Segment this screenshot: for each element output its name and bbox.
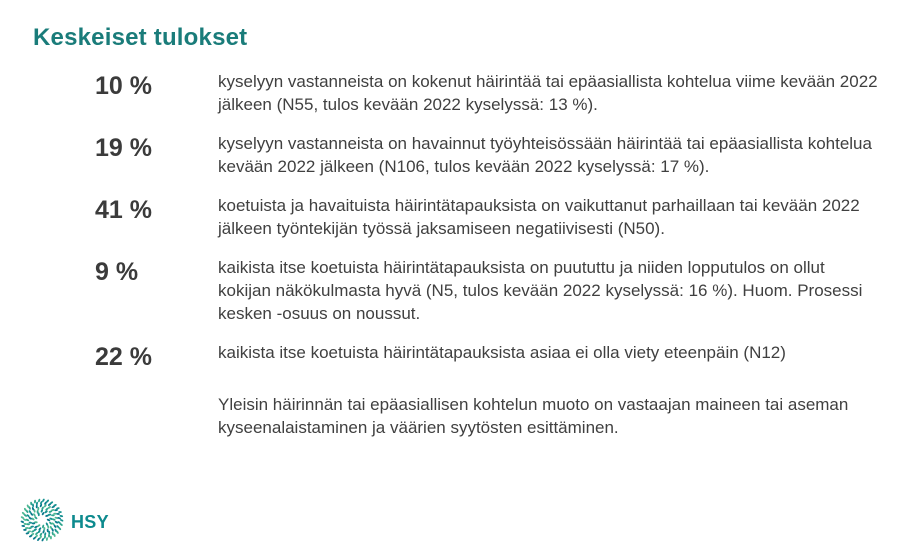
stat-percent: 9 % — [95, 258, 139, 286]
stat-row — [95, 70, 885, 116]
summary-text: Yleisin häirinnän tai epäasiallisen kohtelun muoto on vastaajan maineen tai aseman kyseenalaistaminen ja väärien syytösten esittäminen. — [218, 395, 849, 437]
stat-text: kyselyyn vastanneista on havainnut työyhteisössään häirintää tai epäasiallista kohtelua kevään 2022 jälkeen (N106, tulos kevään 2022 kyselyssä: 17 %). — [218, 134, 872, 176]
stat-percent: 22 % — [95, 343, 152, 371]
stat-text: kaikista itse koetuista häirintätapauksista asiaa ei olla viety eteenpäin (N12) — [218, 343, 786, 362]
stat-text: koetuista ja havaituista häirintätapauksista on vaikuttanut parhaillaan tai kevään 2022 jälkeen työntekijän työssä jaksamiseen negatiivisesti (N50). — [218, 196, 860, 238]
dotted-spiral-globe-icon — [20, 497, 64, 548]
stat-row — [95, 256, 885, 325]
stat-text: kyselyyn vastanneista on kokenut häirintää tai epäasiallista kohtelua viime kevään 2022 jälkeen (N55, tulos kevään 2022 kyselyssä: 13 %). — [218, 72, 878, 114]
stat-row — [95, 132, 885, 178]
stat-row — [95, 194, 885, 240]
stats-list — [95, 70, 885, 439]
page-title: Keskeiset tulokset — [33, 24, 248, 52]
stat-percent: 10 % — [95, 72, 152, 100]
stat-text: kaikista itse koetuista häirintätapauksista on puututtu ja niiden lopputulos on ollut kokijan näkökulmasta hyvä (N5, tulos kevään 2022 kyselyssä: 16 %). Huom. Prosessi kesken -osuus on noussut. — [218, 258, 863, 323]
stat-percent: 19 % — [95, 134, 152, 162]
hsy-logo — [20, 499, 109, 545]
stat-row — [95, 341, 885, 369]
hsy-logo-label: HSY — [71, 511, 109, 532]
stat-percent: 41 % — [95, 196, 152, 224]
